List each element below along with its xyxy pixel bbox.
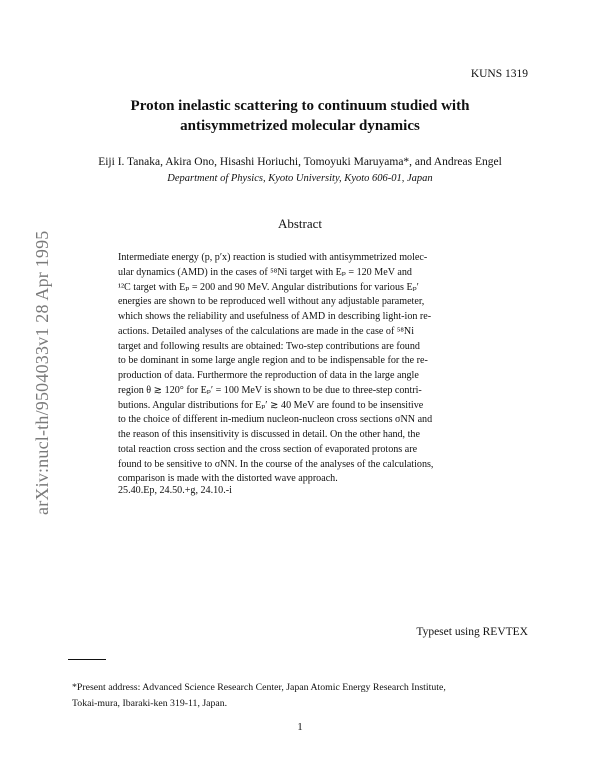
abstract-line: production of data. Furthermore the reproduction of data in the large angle xyxy=(118,370,419,381)
footnote xyxy=(72,680,542,712)
abstract-line: butions. Angular distributions for Eₚ′ ≳ 40 MeV are found to be insensitive xyxy=(118,399,424,411)
report-number: KUNS 1319 xyxy=(470,68,528,80)
abstract-line: region θ ≳ 120° for Eₚ′ = 100 MeV is shown to be due to three-step contri- xyxy=(118,384,422,396)
affiliation: Department of Physics, Kyoto University, Kyoto 606-01, Japan xyxy=(167,173,433,184)
abstract-line: the reason of this insensitivity is discussed in detail. On the other hand, the xyxy=(118,429,420,440)
abstract-line: total reaction cross section and the cross section of evaporated protons are xyxy=(118,443,418,455)
footnote-line: *Present address: Advanced Science Research Center, Japan Atomic Energy Research Institute, xyxy=(72,682,446,693)
abstract-line: comparison is made with the distorted wave approach. xyxy=(118,473,338,485)
arxiv-identifier-stamp: arXiv:nucl-th/9504033v1 28 Apr 1995 xyxy=(32,230,52,515)
abstract-line: found to be sensitive to σNN. In the course of the analyses of the calculations, xyxy=(118,458,434,470)
abstract-heading: Abstract xyxy=(277,216,323,231)
abstract-line: which shows the reliability and usefulness of AMD in describing light-ion re- xyxy=(118,311,432,322)
abstract-line: Intermediate energy (p, p′x) reaction is studied with antisymmetrized molec- xyxy=(118,252,428,263)
abstract-line: actions. Detailed analyses of the calculations are made in the case of ⁵⁸Ni xyxy=(118,325,414,337)
page-number: 1 xyxy=(297,721,303,733)
abstract-line: ular dynamics (AMD) in the cases of ⁵⁸Ni target with Eₚ = 120 MeV and xyxy=(118,266,412,278)
abstract-line: to be dominant in some large angle region and to be indispensable for the re- xyxy=(118,355,428,367)
abstract-line: ¹²C target with Eₚ = 200 and 90 MeV. Angular distributions for various Eₚ′ xyxy=(118,281,419,293)
pacs-codes: 25.40.Ep, 24.50.+g, 24.10.-i xyxy=(118,485,232,496)
paper-title xyxy=(0,96,600,136)
footnote-line: Tokai-mura, Ibaraki-ken 319-11, Japan. xyxy=(72,698,228,709)
author-list: Eiji I. Tanaka, Akira Ono, Hisashi Horiuchi, Tomoyuki Maruyama*, and Andreas Engel xyxy=(98,156,502,168)
title-line: antisymmetrized molecular dynamics xyxy=(180,118,420,134)
abstract-line: target and following results are obtained: Two-step contributions are found xyxy=(118,340,420,352)
abstract-line: to the choice of different in-medium nucleon-nucleon cross sections σNN and xyxy=(118,414,433,426)
abstract-line: energies are shown to be reproduced well without any adjustable parameter, xyxy=(118,296,425,308)
abstract-body xyxy=(118,251,483,487)
title-line: Proton inelastic scattering to continuum studied with xyxy=(130,98,470,114)
footnote-divider xyxy=(68,659,106,660)
typeset-note: Typeset using REVTEX xyxy=(416,626,528,638)
